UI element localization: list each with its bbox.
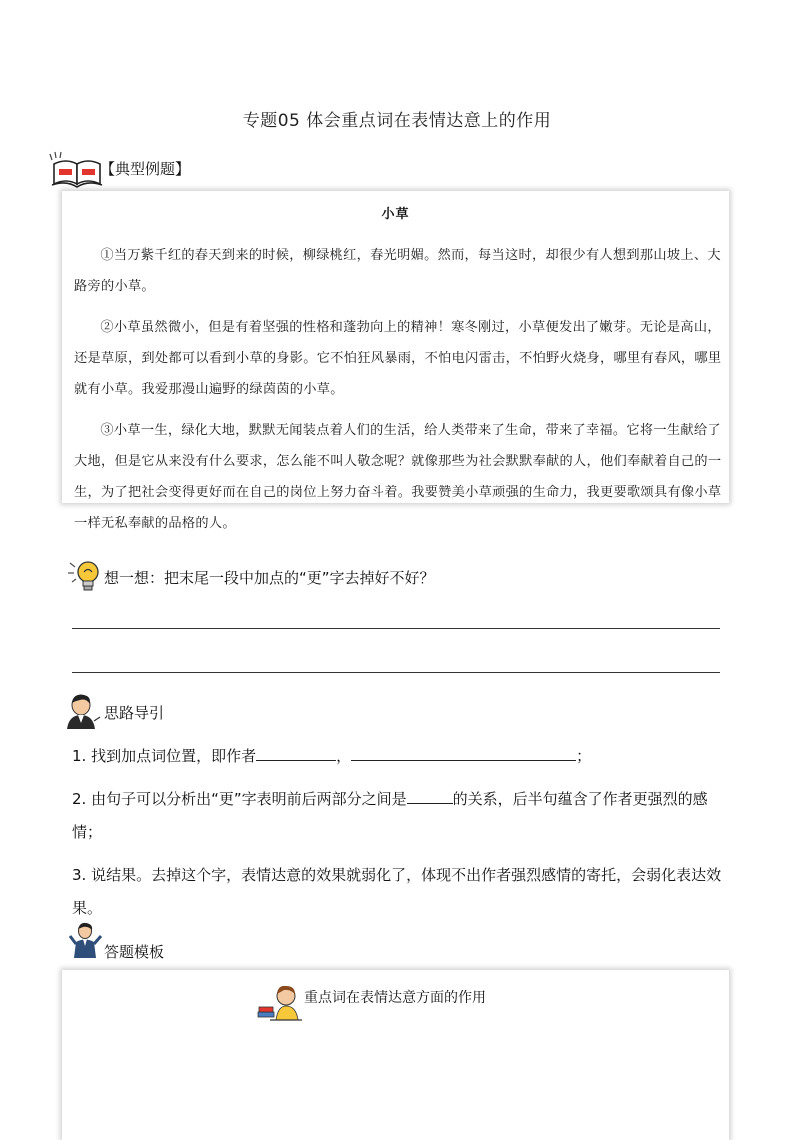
presenter-icon (68, 922, 104, 958)
template-box (62, 970, 729, 1140)
guide-item-1-prefix: 1. 找到加点词位置，即作者 (72, 747, 257, 765)
guide-item-2-prefix: 2. 由句子可以分析出“更”字表明前后两部分之间是 (72, 790, 407, 808)
passage-body (74, 240, 722, 539)
think-question: 想一想：把末尾一段中加点的“更”字去掉好不好？ (104, 569, 435, 587)
guide-item-3: 3. 说结果。去掉这个字，表情达意的效果就弱化了，体现不出作者强烈感情的寄托，会弱化表达效果。 (72, 866, 722, 917)
lightbulb-icon (66, 555, 104, 595)
teacher-avatar-icon (64, 693, 102, 729)
answer-line-2[interactable] (72, 672, 720, 673)
student-reading-icon (256, 984, 308, 1024)
open-book-icon (48, 150, 106, 190)
fill-blank-1[interactable] (256, 744, 336, 761)
page-title: 专题05 体会重点词在表情达意上的作用 (242, 111, 552, 131)
passage-title: 小草 (381, 207, 410, 222)
template-header: 答题模板 (104, 943, 165, 961)
template-box-title: 重点词在表情达意方面的作用 (304, 990, 486, 1006)
guide-item-1-end: ； (576, 747, 592, 765)
paragraph-1: ①当万紫千红的春天到来的时候，柳绿桃红，春光明媚。然而，每当这时，却很少有人想到那山坡上、大路旁的小草。 (74, 248, 721, 294)
answer-line-1[interactable] (72, 628, 720, 629)
fill-blank-3[interactable] (407, 787, 453, 804)
example-section-header: 【典型例题】 (100, 160, 191, 178)
paragraph-3: ③小草一生，绿化大地，默默无闻装点着人们的生活，给人类带来了生命，带来了幸福。它将一生献给了大地，但是它从来没有什么要求，怎么能不叫人敬念呢？就像那些为社会默默奉献的人，他们奉献着自己的一生，为了把社会变得更好而在自己的岗位上努力奋斗着。我要赞美小草顽强的生命力，我更要歌颂具有像小草一样无私奉献的品格的人。 (74, 423, 722, 531)
guide-header: 思路导引 (104, 704, 165, 722)
fill-blank-2[interactable] (351, 744, 576, 761)
paragraph-2: ②小草虽然微小，但是有着坚强的性格和蓬勃向上的精神！寒冬刚过，小草便发出了嫩芽。无论是高山，还是草原，到处都可以看到小草的身影。它不怕狂风暴雨，不怕电闪雷击，不怕野火烧身，哪里有春风，哪里就有小草。我爱那漫山遍野的绿茵茵的小草。 (74, 320, 722, 397)
guide-item-1-sep: ， (336, 747, 352, 765)
guide-item-2 (72, 783, 732, 849)
guide-item-1 (72, 740, 732, 773)
guide-item-2-after: 的关系，后半句蕴含了作者更强烈的感情； (72, 790, 708, 841)
